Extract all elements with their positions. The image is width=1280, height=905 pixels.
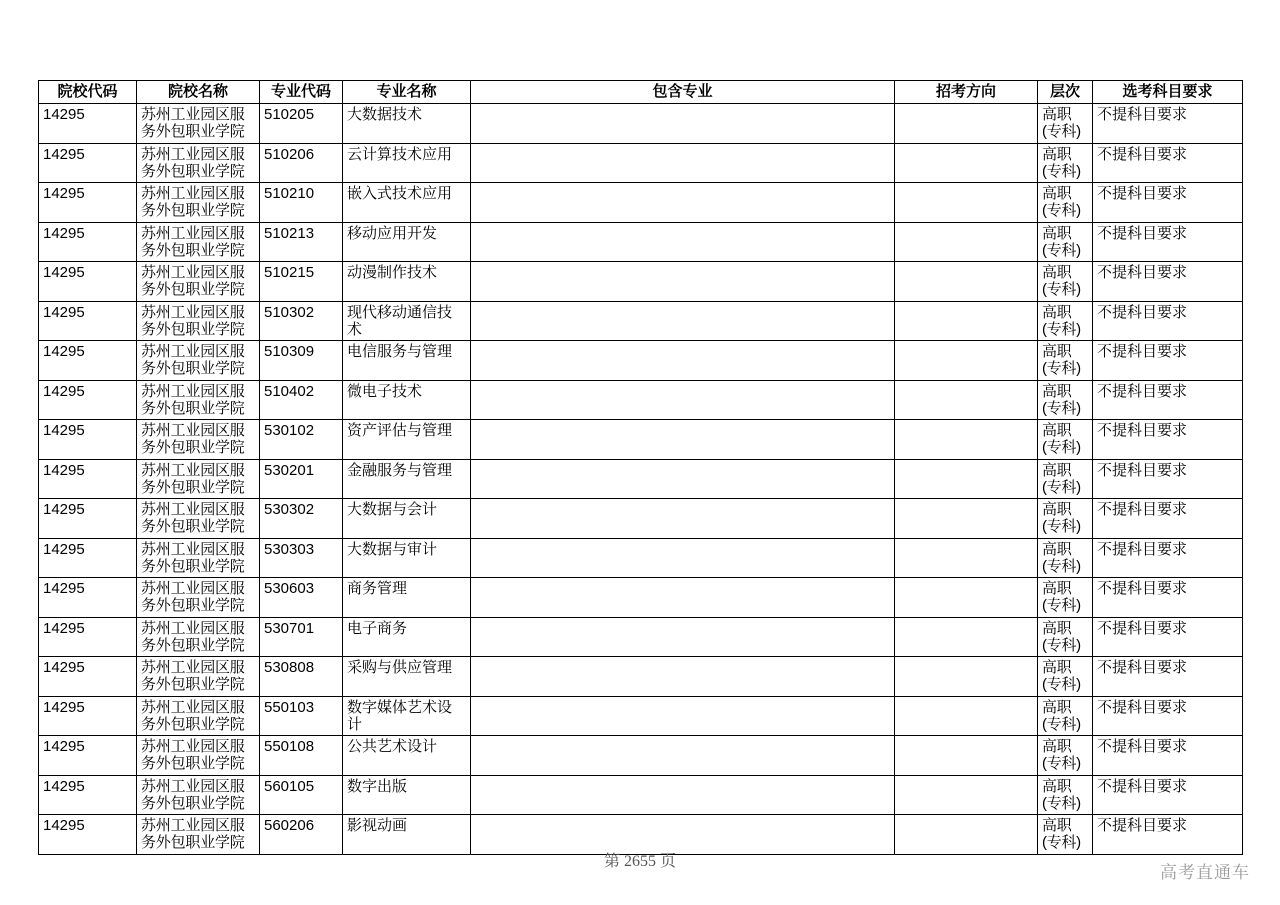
cell-school-name: 苏州工业园区服务外包职业学院 [137, 183, 260, 223]
cell-school-code: 14295 [39, 420, 137, 460]
cell-subject-requirement: 不提科目要求 [1093, 341, 1243, 381]
cell-major-name: 影视动画 [343, 815, 471, 855]
cell-level: 高职(专科) [1038, 301, 1093, 341]
cell-subject-requirement: 不提科目要求 [1093, 143, 1243, 183]
cell-school-code: 14295 [39, 775, 137, 815]
cell-included-majors [471, 262, 895, 302]
cell-direction [895, 143, 1038, 183]
cell-included-majors [471, 696, 895, 736]
cell-subject-requirement: 不提科目要求 [1093, 301, 1243, 341]
cell-subject-requirement: 不提科目要求 [1093, 104, 1243, 144]
cell-level: 高职(专科) [1038, 459, 1093, 499]
page-number-footer: 第 2655 页 [603, 853, 676, 870]
cell-major-name: 大数据技术 [343, 104, 471, 144]
cell-major-name: 微电子技术 [343, 380, 471, 420]
cell-school-name: 苏州工业园区服务外包职业学院 [137, 143, 260, 183]
cell-school-name: 苏州工业园区服务外包职业学院 [137, 736, 260, 776]
cell-major-code: 510302 [260, 301, 343, 341]
cell-school-name: 苏州工业园区服务外包职业学院 [137, 499, 260, 539]
cell-school-code: 14295 [39, 104, 137, 144]
cell-direction [895, 262, 1038, 302]
cell-school-code: 14295 [39, 499, 137, 539]
cell-level: 高职(专科) [1038, 222, 1093, 262]
cell-subject-requirement: 不提科目要求 [1093, 617, 1243, 657]
table-header [39, 81, 1243, 104]
cell-direction [895, 617, 1038, 657]
cell-included-majors [471, 775, 895, 815]
cell-major-code: 530303 [260, 538, 343, 578]
cell-major-name: 现代移动通信技术 [343, 301, 471, 341]
cell-major-name: 嵌入式技术应用 [343, 183, 471, 223]
cell-included-majors [471, 104, 895, 144]
cell-major-code: 530201 [260, 459, 343, 499]
cell-level: 高职(专科) [1038, 262, 1093, 302]
column-header-major-name: 专业名称 [343, 81, 471, 104]
cell-included-majors [471, 499, 895, 539]
cell-included-majors [471, 341, 895, 381]
cell-direction [895, 183, 1038, 223]
cell-level: 高职(专科) [1038, 538, 1093, 578]
enrollment-plan-table [38, 80, 1243, 855]
cell-school-name: 苏州工业园区服务外包职业学院 [137, 696, 260, 736]
cell-direction [895, 657, 1038, 697]
cell-major-name: 金融服务与管理 [343, 459, 471, 499]
cell-subject-requirement: 不提科目要求 [1093, 222, 1243, 262]
cell-school-name: 苏州工业园区服务外包职业学院 [137, 775, 260, 815]
cell-subject-requirement: 不提科目要求 [1093, 696, 1243, 736]
cell-major-code: 550103 [260, 696, 343, 736]
cell-major-code: 510215 [260, 262, 343, 302]
cell-major-name: 大数据与会计 [343, 499, 471, 539]
cell-school-name: 苏州工业园区服务外包职业学院 [137, 420, 260, 460]
table-row [39, 538, 1243, 578]
cell-subject-requirement: 不提科目要求 [1093, 183, 1243, 223]
column-header-level: 层次 [1038, 81, 1093, 104]
cell-included-majors [471, 736, 895, 776]
cell-major-name: 动漫制作技术 [343, 262, 471, 302]
cell-school-name: 苏州工业园区服务外包职业学院 [137, 815, 260, 855]
cell-subject-requirement: 不提科目要求 [1093, 578, 1243, 618]
table-row [39, 775, 1243, 815]
cell-included-majors [471, 222, 895, 262]
cell-major-code: 510213 [260, 222, 343, 262]
cell-major-code: 530603 [260, 578, 343, 618]
cell-level: 高职(专科) [1038, 736, 1093, 776]
cell-major-name: 电信服务与管理 [343, 341, 471, 381]
cell-level: 高职(专科) [1038, 380, 1093, 420]
cell-included-majors [471, 657, 895, 697]
cell-direction [895, 104, 1038, 144]
table-row [39, 341, 1243, 381]
cell-major-code: 510205 [260, 104, 343, 144]
cell-level: 高职(专科) [1038, 420, 1093, 460]
table-row [39, 143, 1243, 183]
cell-school-name: 苏州工业园区服务外包职业学院 [137, 222, 260, 262]
cell-school-code: 14295 [39, 380, 137, 420]
cell-included-majors [471, 380, 895, 420]
cell-subject-requirement: 不提科目要求 [1093, 262, 1243, 302]
cell-school-name: 苏州工业园区服务外包职业学院 [137, 578, 260, 618]
cell-included-majors [471, 420, 895, 460]
table-row [39, 459, 1243, 499]
cell-school-name: 苏州工业园区服务外包职业学院 [137, 380, 260, 420]
cell-school-code: 14295 [39, 657, 137, 697]
cell-major-name: 移动应用开发 [343, 222, 471, 262]
cell-level: 高职(专科) [1038, 104, 1093, 144]
table-row [39, 104, 1243, 144]
cell-included-majors [471, 143, 895, 183]
cell-subject-requirement: 不提科目要求 [1093, 736, 1243, 776]
cell-direction [895, 301, 1038, 341]
column-header-school-code: 院校代码 [39, 81, 137, 104]
cell-level: 高职(专科) [1038, 815, 1093, 855]
cell-direction [895, 696, 1038, 736]
cell-major-name: 云计算技术应用 [343, 143, 471, 183]
cell-major-code: 510309 [260, 341, 343, 381]
table-row [39, 301, 1243, 341]
cell-school-code: 14295 [39, 183, 137, 223]
column-header-major-code: 专业代码 [260, 81, 343, 104]
cell-level: 高职(专科) [1038, 341, 1093, 381]
cell-direction [895, 499, 1038, 539]
table-row [39, 420, 1243, 460]
cell-school-name: 苏州工业园区服务外包职业学院 [137, 538, 260, 578]
cell-major-code: 530302 [260, 499, 343, 539]
cell-direction [895, 222, 1038, 262]
cell-school-code: 14295 [39, 736, 137, 776]
cell-included-majors [471, 578, 895, 618]
cell-major-name: 商务管理 [343, 578, 471, 618]
cell-included-majors [471, 183, 895, 223]
cell-direction [895, 341, 1038, 381]
table-row [39, 222, 1243, 262]
table-row [39, 380, 1243, 420]
cell-subject-requirement: 不提科目要求 [1093, 420, 1243, 460]
cell-school-code: 14295 [39, 143, 137, 183]
cell-major-code: 510402 [260, 380, 343, 420]
cell-included-majors [471, 617, 895, 657]
cell-school-code: 14295 [39, 262, 137, 302]
cell-subject-requirement: 不提科目要求 [1093, 499, 1243, 539]
table-row [39, 617, 1243, 657]
cell-school-name: 苏州工业园区服务外包职业学院 [137, 657, 260, 697]
cell-school-code: 14295 [39, 578, 137, 618]
cell-level: 高职(专科) [1038, 775, 1093, 815]
cell-school-code: 14295 [39, 696, 137, 736]
cell-direction [895, 459, 1038, 499]
cell-school-code: 14295 [39, 617, 137, 657]
table-row [39, 736, 1243, 776]
cell-major-code: 530808 [260, 657, 343, 697]
table-body [39, 104, 1243, 855]
cell-school-code: 14295 [39, 222, 137, 262]
table-row [39, 696, 1243, 736]
column-header-included-majors: 包含专业 [471, 81, 895, 104]
cell-level: 高职(专科) [1038, 183, 1093, 223]
table-header-row [39, 81, 1243, 104]
cell-level: 高职(专科) [1038, 696, 1093, 736]
cell-school-code: 14295 [39, 538, 137, 578]
cell-major-code: 550108 [260, 736, 343, 776]
cell-direction [895, 578, 1038, 618]
cell-subject-requirement: 不提科目要求 [1093, 775, 1243, 815]
cell-included-majors [471, 301, 895, 341]
cell-subject-requirement: 不提科目要求 [1093, 459, 1243, 499]
cell-school-name: 苏州工业园区服务外包职业学院 [137, 617, 260, 657]
cell-major-code: 530701 [260, 617, 343, 657]
cell-direction [895, 775, 1038, 815]
cell-level: 高职(专科) [1038, 143, 1093, 183]
cell-level: 高职(专科) [1038, 617, 1093, 657]
table-row [39, 499, 1243, 539]
cell-major-name: 采购与供应管理 [343, 657, 471, 697]
cell-level: 高职(专科) [1038, 578, 1093, 618]
cell-major-code: 560206 [260, 815, 343, 855]
cell-level: 高职(专科) [1038, 499, 1093, 539]
cell-school-name: 苏州工业园区服务外包职业学院 [137, 459, 260, 499]
table-row [39, 262, 1243, 302]
table-row [39, 657, 1243, 697]
cell-direction [895, 420, 1038, 460]
cell-major-code: 510210 [260, 183, 343, 223]
cell-included-majors [471, 538, 895, 578]
cell-subject-requirement: 不提科目要求 [1093, 657, 1243, 697]
cell-direction [895, 380, 1038, 420]
cell-major-code: 510206 [260, 143, 343, 183]
cell-direction [895, 736, 1038, 776]
cell-included-majors [471, 459, 895, 499]
cell-major-code: 530102 [260, 420, 343, 460]
column-header-subject-requirement: 选考科目要求 [1093, 81, 1243, 104]
cell-level: 高职(专科) [1038, 657, 1093, 697]
cell-major-name: 电子商务 [343, 617, 471, 657]
table-row [39, 578, 1243, 618]
cell-school-name: 苏州工业园区服务外包职业学院 [137, 301, 260, 341]
cell-subject-requirement: 不提科目要求 [1093, 380, 1243, 420]
cell-school-name: 苏州工业园区服务外包职业学院 [137, 341, 260, 381]
cell-school-code: 14295 [39, 301, 137, 341]
cell-school-name: 苏州工业园区服务外包职业学院 [137, 262, 260, 302]
watermark-label: 高考直通车 [1160, 863, 1250, 882]
cell-major-code: 560105 [260, 775, 343, 815]
cell-major-name: 资产评估与管理 [343, 420, 471, 460]
column-header-direction: 招考方向 [895, 81, 1038, 104]
cell-direction [895, 538, 1038, 578]
cell-major-name: 数字出版 [343, 775, 471, 815]
cell-subject-requirement: 不提科目要求 [1093, 815, 1243, 855]
table-row [39, 183, 1243, 223]
cell-school-code: 14295 [39, 815, 137, 855]
cell-school-code: 14295 [39, 459, 137, 499]
cell-school-code: 14295 [39, 341, 137, 381]
cell-major-name: 公共艺术设计 [343, 736, 471, 776]
column-header-school-name: 院校名称 [137, 81, 260, 104]
cell-major-name: 数字媒体艺术设计 [343, 696, 471, 736]
cell-major-name: 大数据与审计 [343, 538, 471, 578]
cell-school-name: 苏州工业园区服务外包职业学院 [137, 104, 260, 144]
cell-subject-requirement: 不提科目要求 [1093, 538, 1243, 578]
